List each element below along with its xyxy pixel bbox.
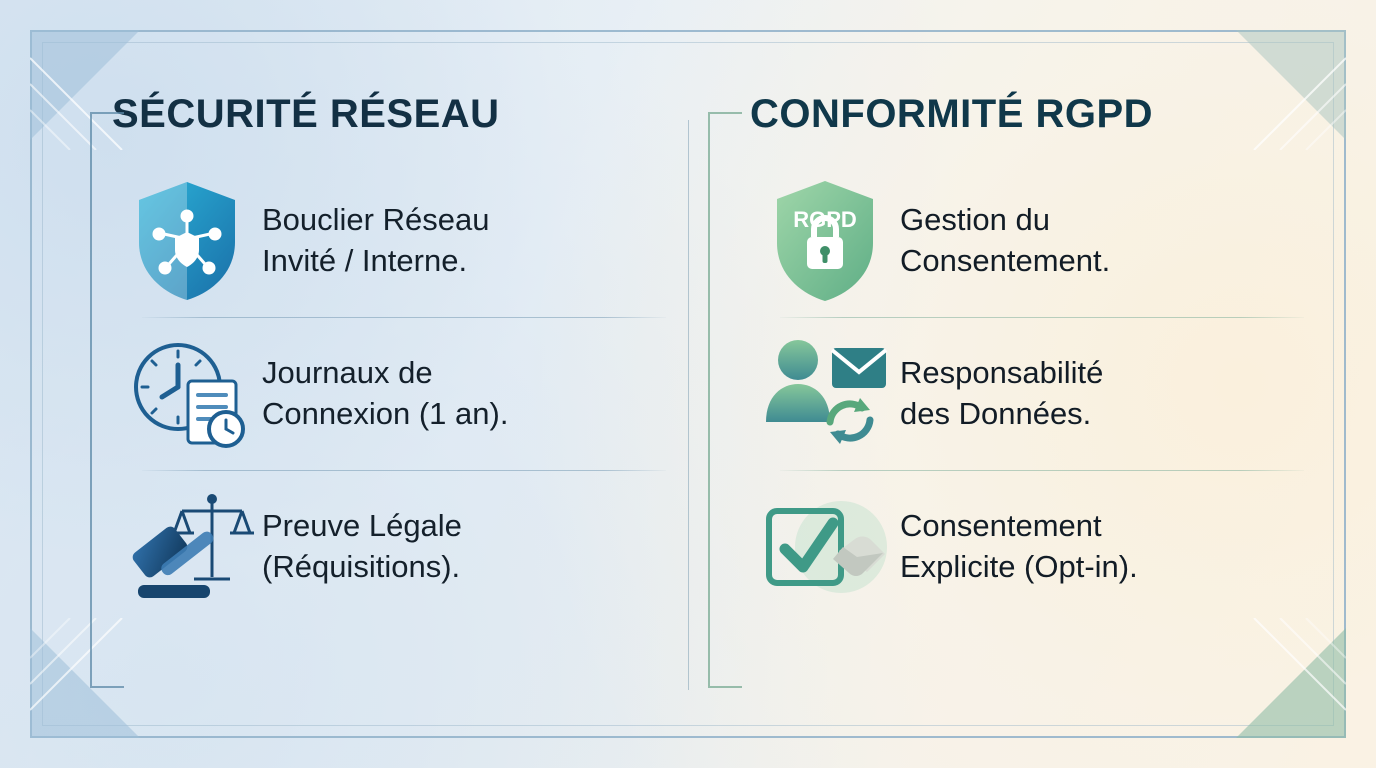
list-item	[112, 477, 678, 617]
list-item-text-line1: Journaux de	[262, 355, 433, 391]
column-bracket-left	[90, 112, 124, 688]
rgpd-shield-lock-icon	[750, 175, 900, 307]
item-divider	[780, 317, 1304, 318]
columns-container	[60, 60, 1316, 710]
clock-document-icon	[112, 329, 262, 459]
list-item-text	[262, 506, 462, 588]
item-divider	[142, 470, 666, 471]
list-item	[750, 477, 1316, 617]
list-item-text	[900, 200, 1110, 282]
list-item-text-line1: Consentement	[900, 508, 1102, 544]
item-divider	[780, 470, 1304, 471]
checkbox-handshake-icon	[750, 485, 900, 610]
list-item-text-line1: Bouclier Réseau	[262, 202, 490, 238]
list-item-text-line1: Gestion du	[900, 202, 1050, 238]
list-item-text-line2: Connexion (1 an).	[262, 396, 509, 431]
column-title-conformite-rgpd: CONFORMITÉ RGPD	[750, 92, 1154, 136]
list-item	[112, 171, 678, 311]
network-shield-icon	[112, 176, 262, 306]
list-item	[750, 324, 1316, 464]
list-item-text-line2: des Données.	[900, 396, 1092, 431]
column-title-securite-reseau: SÉCURITÉ RÉSEAU	[112, 92, 500, 136]
list-item-text	[900, 506, 1138, 588]
list-item-text-line2: (Réquisitions).	[262, 549, 461, 584]
column-bracket-right	[708, 112, 742, 688]
user-data-envelope-icon	[750, 330, 900, 458]
column-conformite-rgpd	[678, 60, 1316, 710]
item-list-conformite-rgpd	[750, 171, 1316, 617]
list-item-text-line1: Preuve Légale	[262, 508, 462, 544]
item-list-securite-reseau	[112, 171, 678, 617]
column-securite-reseau	[60, 60, 678, 710]
list-item	[750, 171, 1316, 311]
list-item-text-line2: Consentement.	[900, 243, 1111, 278]
item-divider	[142, 317, 666, 318]
list-item-text-line1: Responsabilité	[900, 355, 1104, 391]
list-item-text	[262, 200, 489, 282]
list-item-text	[900, 353, 1103, 435]
list-item-text	[262, 353, 508, 435]
list-item	[112, 324, 678, 464]
gavel-scales-icon	[112, 485, 262, 610]
rgpd-shield-label: RGPD	[793, 207, 857, 232]
list-item-text-line2: Invité / Interne.	[262, 243, 468, 278]
list-item-text-line2: Explicite (Opt-in).	[900, 549, 1138, 584]
